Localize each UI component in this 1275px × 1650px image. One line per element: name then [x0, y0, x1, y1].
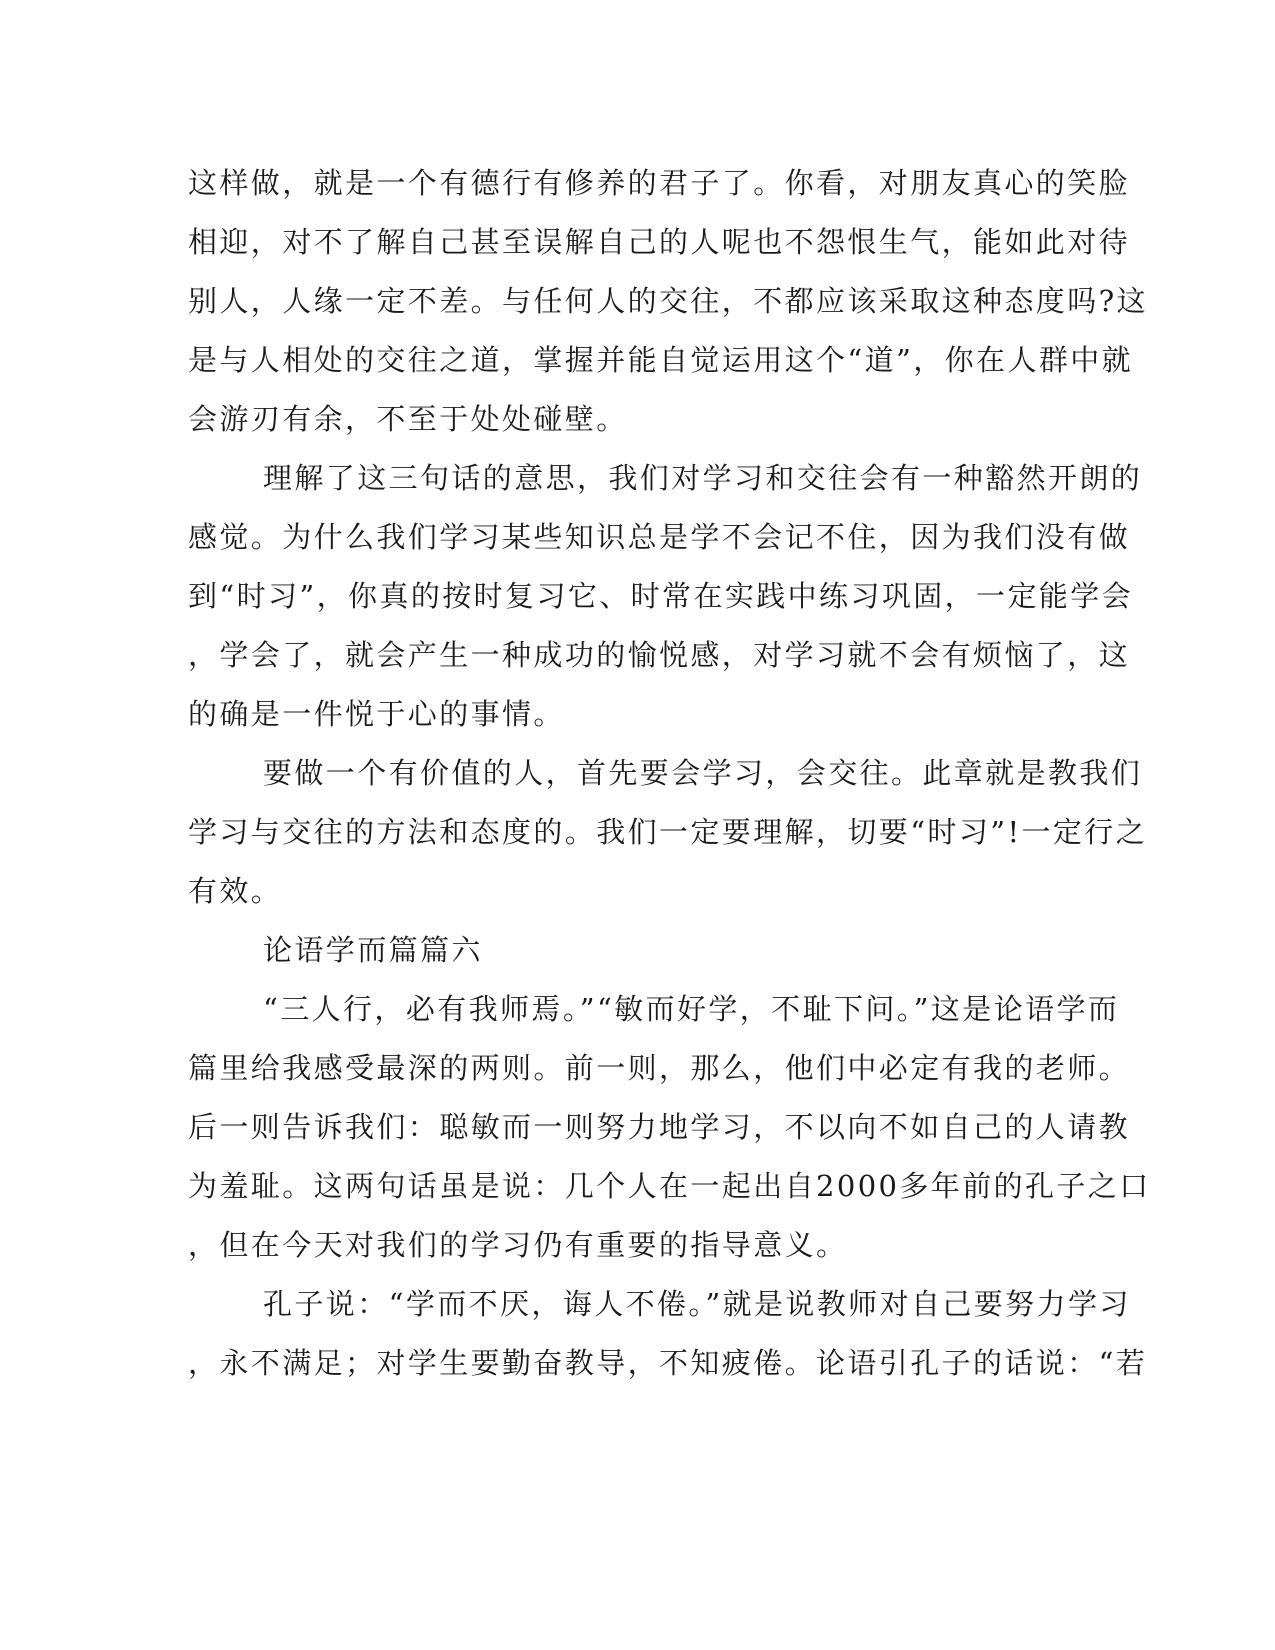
text-line: 这样做，就是一个有德行有修养的君子了。你看，对朋友真心的笑脸 — [188, 166, 1131, 200]
section-heading: 论语学而篇篇六 — [263, 933, 483, 967]
text-line: 是与人相处的交往之道，掌握并能自觉运用这个“道”，你在人群中就 — [188, 343, 1134, 377]
text-line: ，永不满足；对学生要勤奋教导，不知疲倦。论语引孔子的话说：“若 — [188, 1346, 1148, 1380]
text-line: 会游刃有余，不至于处处碰壁。 — [188, 402, 628, 436]
paragraph-first-line: 要做一个有价值的人，首先要会学习，会交往。此章就是教我们 — [263, 756, 1143, 790]
text-line: 别人，人缘一定不差。与任何人的交往，不都应该采取这种态度吗?这 — [188, 284, 1148, 318]
text-line: ，但在今天对我们的学习仍有重要的指导意义。 — [188, 1228, 848, 1262]
text-line: ，学会了，就会产生一种成功的愉悦感，对学习就不会有烦恼了，这 — [188, 638, 1131, 672]
paragraph-first-line: 孔子说：“学而不厌，诲人不倦。”就是说教师对自己要努力学习 — [263, 1287, 1131, 1321]
paragraph-first-line: “三人行，必有我师焉。”“敏而好学，不耻下问。”这是论语学而 — [263, 992, 1120, 1026]
text-line: 感觉。为什么我们学习某些知识总是学不会记不住，因为我们没有做 — [188, 520, 1131, 554]
text-line: 为羞耻。这两句话虽是说：几个人在一起出自2000多年前的孔子之口 — [188, 1169, 1151, 1203]
text-line: 后一则告诉我们：聪敏而一则努力地学习，不以向不如自己的人请教 — [188, 1110, 1131, 1144]
text-line: 到“时习”，你真的按时复习它、时常在实践中练习巩固，一定能学会 — [188, 579, 1134, 613]
text-line: 学习与交往的方法和态度的。我们一定要理解，切要“时习”!一定行之 — [188, 815, 1148, 849]
text-line: 篇里给我感受最深的两则。前一则，那么，他们中必定有我的老师。 — [188, 1051, 1131, 1085]
text-line: 相迎，对不了解自己甚至误解自己的人呢也不怨恨生气，能如此对待 — [188, 225, 1131, 259]
paragraph-first-line: 理解了这三句话的意思，我们对学习和交往会有一种豁然开朗的 — [263, 461, 1143, 495]
text-line: 的确是一件悦于心的事情。 — [188, 697, 565, 731]
text-line: 有效。 — [188, 874, 283, 908]
